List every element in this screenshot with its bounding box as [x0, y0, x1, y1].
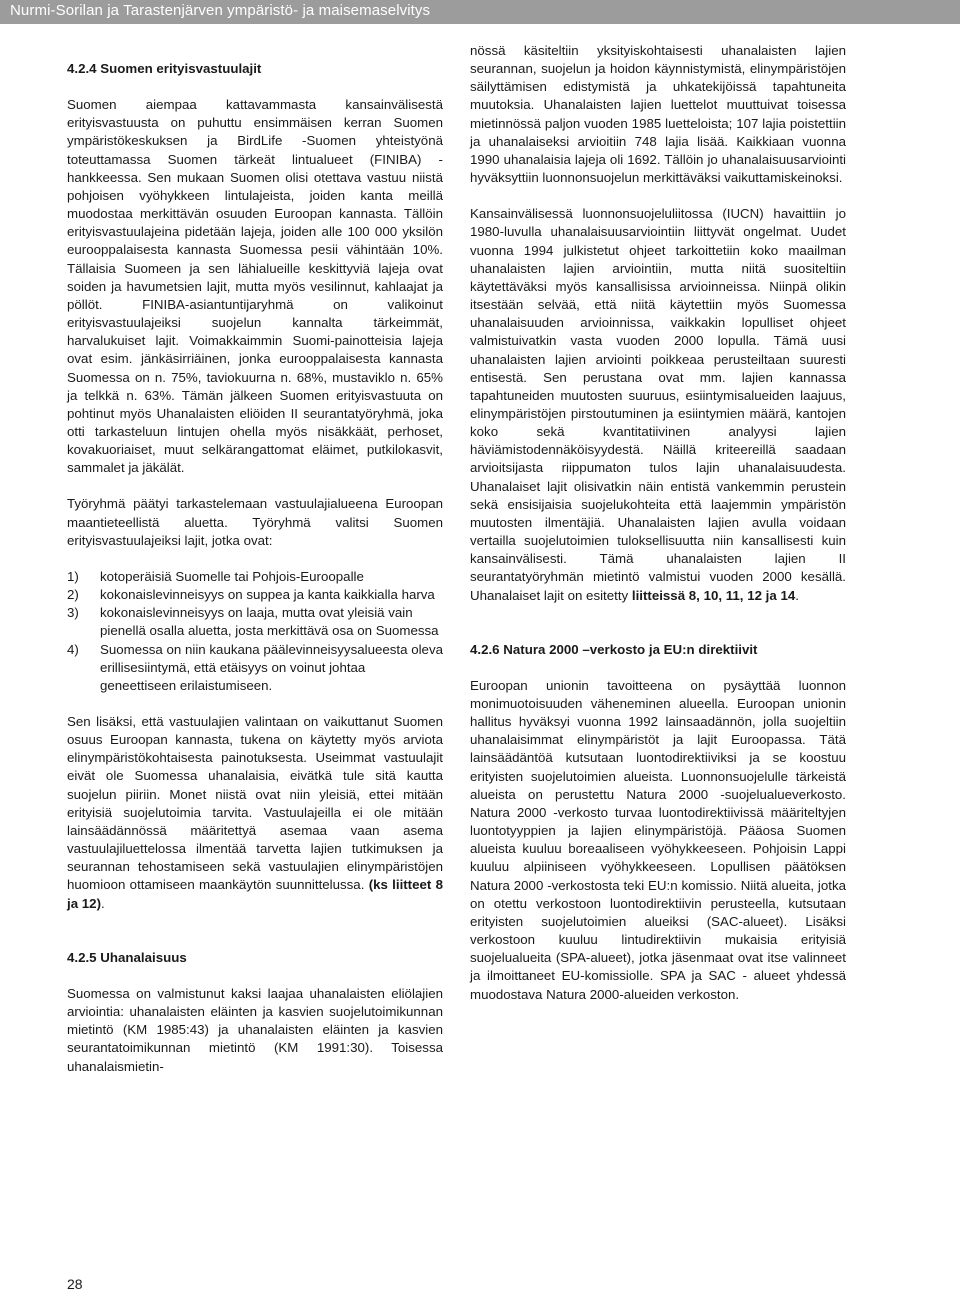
paragraph-iucn-text: Kansainvälisessä luonnonsuojeluliitossa (IUCN) havaittiin jo 1980-luvulla uhanalaisuusarviointiin liittyvät ongelmat. Uudet vuonna 1994 julkistetut ohjeet tarkoittetiin koko maailman uhanalaisten lajien arviointiin, mutta niitä suositeltiin käytettäväksi myös kansallisissa arvioinneissa. Niinpä olikin itsestään selvää, että niitä käytettiin myös Suomessa uhanalaisuuden arvioinnissa, vaikkakin lopulliset ohjeet valmistuivatkin vasta vuoden 2000 lopulla. Tämä uusi uhanalaisten lajien arviointi poikkeaa perusteiltaan suuresti entisestä. Sen perustana ovat mm. lajien kannassa tapahtuneiden muutosten suuruus, esiintymisalueiden laajuus, elinympäristöjen pirstoutuminen ja esiintymien määrä, kantojen koko sekä kvantitatiivinen analyysi lajien häviämistodennäköisyydestä. Näillä kriteereillä saadaan arvioitsijasta riippumaton tulos lajin uhanalaisuudesta. Uhanalaiset lajit olisivatkin näin entistä vankemmin perustein sekä ensisijaisia suojelukohteita että laajemmin ympäristön muutosten ilmentäjiä. Uhanalaisten lajien avulla voidaan vertailla suojelutoimien tuloksellisuutta niin kansallisesti kuin kansainvälisesti. Tämä uhanalaisten lajien II seurantatyöryhmän mietintö valmistui vuoden 2000 kesällä. Uhanalaiset lajit on esitetty [470, 206, 846, 603]
criteria-item-number: 3) [67, 605, 79, 621]
sentence-end: . [101, 895, 105, 911]
paragraph-mietinto-continued: nössä käsiteltiin yksityiskohtaisesti uhanalaisten lajien seurannan, suojelun ja hoidon käynnistymistä, elinympäristöjen säilyttämisen edistymistä ja uhkatekijöissä tapahtuneita muutoksia. Uhanalaisten lajien luettelot muuttuivat toisessa mietinnössä paljon vuoden 1985 luetteloista; 107 lajia poistettiin ja uhanalaiseksi arvioitiin 748 lajia lisää. Kaikkiaan vuonna 1990 uhanalaisia lajeja oli 1692. Tällöin jo uhanalaisuusarviointi hyväksyttiin luonnonsuojelun merkittäväksi vaikuttamiskeinoksi. [470, 43, 846, 186]
section-heading-4-2-5: 4.2.5 Uhanalaisuus [67, 949, 187, 965]
criteria-item-number: 4) [67, 641, 79, 657]
paragraph-tyoryhma: Työryhmä päätyi tarkastelemaan vastuulajialueena Euroopan maantieteellistä aluetta. Työryhmä valitsi Suomen erityisvastuulajeiksi lajit, jotka ovat: [67, 496, 443, 548]
criteria-item-text: Suomessa on niin kaukana päälevinneisyysalueesta oleva erillisesiintymä, että etäisyys on voinut johtaa geneettiseen erilaistumiseen. [100, 641, 443, 693]
running-header [0, 0, 960, 24]
paragraph-uhanalaisuus-intro: Suomessa on valmistunut kaksi laajaa uhanalaisten eliölajien arviointia: uhanalaisten eläinten ja kasvien suojelutoimikunnan mietintö (KM 1985:43) ja uhanalaisten eläinten ja kasvien seurantatoimikunnan mietintö (KM 1991:30). Toisessa uhanalaismietin- [67, 985, 443, 1074]
appendix-reference: (ks liitteet 8 ja 12) [67, 877, 443, 911]
paragraph-vastuulajien-valinta [67, 713, 443, 913]
criteria-item [67, 641, 443, 695]
criteria-item-text: kokonaislevinneisyys on suppea ja kanta kaikkialla harva [100, 587, 435, 603]
left-column [67, 42, 443, 1076]
paragraph-iucn [470, 205, 846, 604]
sentence-end: . [795, 587, 799, 603]
criteria-item-text: kotoperäisiä Suomelle tai Pohjois-Euroopalle [100, 568, 364, 584]
appendix-reference: liitteissä 8, 10, 11, 12 ja 14 [631, 587, 796, 603]
criteria-item [67, 568, 443, 586]
paragraph-erityisvastuu-intro: Suomen aiempaa kattavammasta kansainvälisestä erityisvastuusta on puhuttu ensimmäisen kerran Suomen ympäristökeskuksen ja BirdLife -Suomen yhteistyönä toteuttamassa Suomen tärkeät lintualueet (FINIBA) -hankkeessa. Sen mukaan Suomen olisi otettava vastuu niistä pohjoisen vyöhykkeen lintulajeista, joiden kanta meillä muodostaa merkittävän osuuden Euroopan kannasta. Tällöin erityisvastuulajeina pidetään lajeja, joiden alle 100 000 yksilön eurooppalaisesta kannasta Suomessa pesii vähintään 10%. Tällaisia Suomeen ja sen lähialueille keskittyviä lajeja ovat soiden ja havumetsien lajit, mutta myös vesilinnut, kahlaajat ja pöllöt. FINIBA-asiantuntijaryhmä on valikoinut erityisvastuulajeiksi suojelun kannalta tärkeimmät, harvalukuiset lajit. Voimakkaimmin Suomi-painotteisia lajeja ovat esim. jänkäsirriäinen, jonka eurooppalaisesta kannasta Suomessa on n. 75%, taviokuurna n. 68%, mustaviklo n. 65% ja telkkä n. 63%. Tämän jälkeen Suomen erityisvastuuta on pohtinut myös Uhanalaisten eliöiden II seurantatyöryhmä, joka otti tarkasteluun lintujen ohella myös nisäkkäät, perhoset, kovakuoriaiset, muut selkärangattomat eläimet, putkilokasvit, sammalet ja jäkälät. [67, 97, 443, 476]
section-heading-4-2-6: 4.2.6 Natura 2000 –verkosto ja EU:n direktiivit [470, 641, 758, 657]
running-header-title: Nurmi-Sorilan ja Tarastenjärven ympäristö- ja maisemaselvitys [10, 2, 431, 19]
criteria-item [67, 586, 443, 604]
criteria-item-number: 2) [67, 587, 79, 603]
criteria-item [67, 604, 443, 640]
paragraph-natura-2000: Euroopan unionin tavoitteena on pysäyttää luonnon monimuotoisuuden väheneminen alueella. Euroopan unionin hallitus hyväksyi vuonna 1992 lainsaadännön, jolla suojeltiin uhanalaisimmat elinympäristöt ja lajit Euroopassa. Tätä lainsäädäntöä kutsutaan luontodirektiiviksi ja se koostuu erityisten suojelutoimien alueista. Luonnonsuojelulle tärkeistä alueista on perustettu Natura 2000 -suojelualueverkosto. Natura 2000 -verkosto turvaa luontodirektiivissä määriteltyjen luontotyyppien ja lajien elinympäristöjä. Pääosa Suomen alueista kuuluu boreaaliseen vyöhykkeeseen. Pohjoisin Lappi kuuluu alpiiniseen vyöhykkeeseen. Lopullisen päätöksen Natura 2000 -verkostosta teki EU:n komissio. Niitä alueita, jotka on otettu verkostoon luontodirektiivin perusteella, kutsutaan erityisten suojelutoimien alueiksi (SAC-alueet). Lisäksi verkostoon kuuluu lintudirektiivin mukaisia erityisiä suojelualueita (SPA-alueet), jotka jäsenmaat ovat itse valinneet ja ilmoittaneet EU-komissiolle. SPA ja SAC - alueet yhdessä muodostava Natura 2000-alueiden verkoston. [470, 677, 846, 1002]
criteria-item-text: kokonaislevinneisyys on laaja, mutta ovat yleisiä vain pienellä osalla aluetta, josta merkittävä osa on Suomessa [100, 605, 439, 639]
section-heading-4-2-4: 4.2.4 Suomen erityisvastuulajit [67, 61, 262, 76]
right-column [470, 42, 846, 1004]
paragraph-vastuulajien-valinta-text: Sen lisäksi, että vastuulajien valintaan on vaikuttanut Suomen osuus Euroopan kannasta, tukena on käytetty myös arviota elinympäristökohtaisesta painotuksesta. Useimmat vastuulajit eivät ole Suomessa uhanalaisia, eivätkä tule sitä kautta suojelun piiriin. Monet niistä ovat niin yleisiä, ettei mitään erityisiä suojelutoimia tarvita. Vastuulajeilla ei ole mitään lainsäädännössä määritettyä asemaa vaan asema vastuulajiluettelossa ilmentää tarvetta lajien tutkimuksen ja seurannan tehostamiseen sekä vastuulajien elinympäristöjen huomioon ottamiseen maankäytön suunnittelussa. [67, 714, 443, 893]
criteria-list [67, 568, 443, 695]
page-number: 28 [67, 1276, 83, 1292]
criteria-item-number: 1) [67, 568, 79, 584]
